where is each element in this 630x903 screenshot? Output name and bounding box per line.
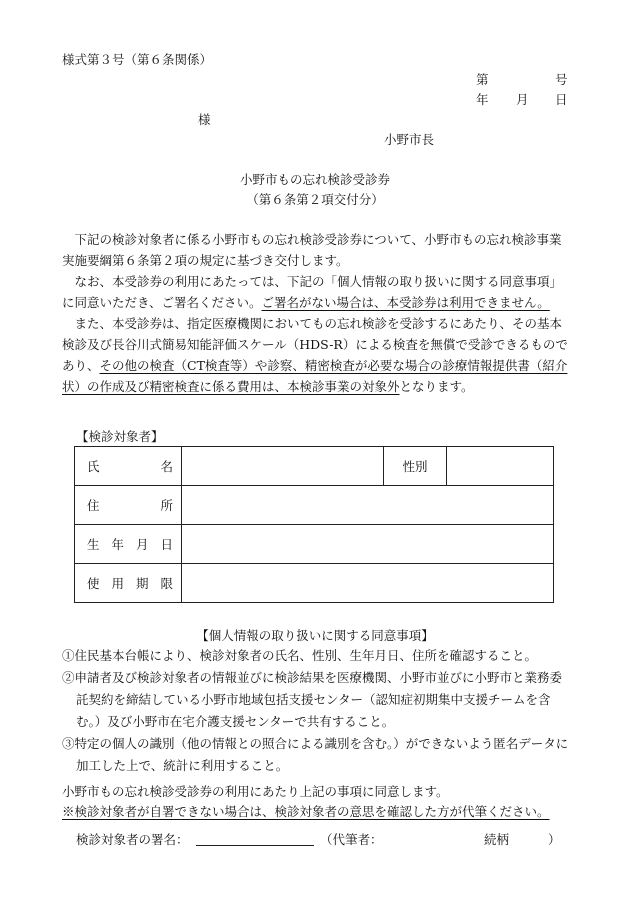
agreement-text: 小野市もの忘れ検診受診券の利用にあたり上記の事項に同意します。 <box>62 784 449 799</box>
paragraph-1: 下記の検診対象者に係る小野市もの忘れ検診受診券について、小野市もの忘れ検診事業実施要綱第６条第２項の規定に基づき交付します。 <box>62 232 562 268</box>
address-label: 住所 <box>87 498 173 513</box>
sex-field[interactable] <box>447 447 554 486</box>
number-label: 第 <box>476 72 489 87</box>
signature-field[interactable] <box>196 844 314 846</box>
subject-heading: 【検診対象者】 <box>76 429 164 444</box>
paragraph-3-tail: となります。 <box>399 379 474 394</box>
relation-label: 続柄 <box>484 832 510 847</box>
signature-label: 検診対象者の署名： <box>76 832 189 847</box>
paragraph-3-text: また、本受診券は、指定医療機関においてもの忘れ検診を受診するにあたり、その基本検診及び長谷川式簡易知能評価スケール（HDS-R）による検査を無償で受診できるものであり、 <box>62 316 568 373</box>
validity-label-cell <box>75 564 182 603</box>
name-row <box>75 447 554 486</box>
paragraph-2-text: なお、本受診券の利用にあたっては、下記の「個人情報の取り扱いに関する同意事項」に同意いただき、ご署名ください。 <box>62 274 563 310</box>
consent-item-3: ③特定の個人の識別（他の情報との照合による識別を含む。）ができないよう匿名データに加工した上で、統計に利用すること。 <box>62 736 569 773</box>
birth-field[interactable] <box>182 525 554 564</box>
name-label-cell <box>75 447 182 486</box>
validity-label: 使用期限 <box>87 576 173 591</box>
form-number: 様式第３号（第６条関係） <box>62 52 213 67</box>
subject-table <box>74 446 554 603</box>
address-row <box>75 486 554 525</box>
issuer: 小野市長 <box>384 132 435 147</box>
paragraph-2 <box>62 271 572 313</box>
addressee-suffix: 様 <box>198 112 211 127</box>
proxy-note: ※検診対象者が自署できない場合は、検診対象者の意思を確認した方が代筆ください。 <box>62 804 550 819</box>
sex-label: 性別 <box>384 447 447 486</box>
month-label: 月 <box>516 92 529 107</box>
name-label: 氏名 <box>87 459 173 474</box>
document-title: 小野市もの忘れ検診受診券 <box>239 172 390 187</box>
paragraph-3 <box>62 313 572 397</box>
consent-items <box>62 645 572 777</box>
address-field[interactable] <box>182 486 554 525</box>
paragraph-2-underlined: ご署名がない場合は、本受診券は利用できません。 <box>261 295 550 310</box>
year-label: 年 <box>476 92 489 107</box>
consent-item-1: ①住民基本台帳により、検診対象者の氏名、性別、生年月日、住所を確認すること。 <box>62 648 538 663</box>
proxy-label: （代筆者： <box>320 832 383 847</box>
close-paren: ） <box>548 832 561 847</box>
paragraph-3-underlined: その他の検査（CT検査等）や診察、精密検査が必要な場合の診療情報提供書（紹介状）の作成及び精密検査に係る費用は、本検診事業の対象外 <box>62 358 568 394</box>
validity-row <box>75 564 554 603</box>
day-label: 日 <box>555 92 568 107</box>
birth-label-cell <box>75 525 182 564</box>
name-field[interactable] <box>182 447 384 486</box>
birth-label: 生年月日 <box>87 537 173 552</box>
address-label-cell <box>75 486 182 525</box>
consent-item-2: ②申請者及び検診対象者の情報並びに検診結果を医療機関、小野市並びに小野市と業務委託契約を締結している小野市地域包括支援センター（認知症初期集中支援チームを含む。）及び小野市在宅介護支援センターで共有すること。 <box>62 670 563 729</box>
number-suffix: 号 <box>555 72 568 87</box>
validity-field[interactable] <box>182 564 554 603</box>
birth-row <box>75 525 554 564</box>
document-subtitle: （第６条第２項交付分） <box>246 192 384 207</box>
body-text <box>62 229 572 397</box>
consent-heading: 【個人情報の取り扱いに関する同意事項】 <box>196 628 434 643</box>
